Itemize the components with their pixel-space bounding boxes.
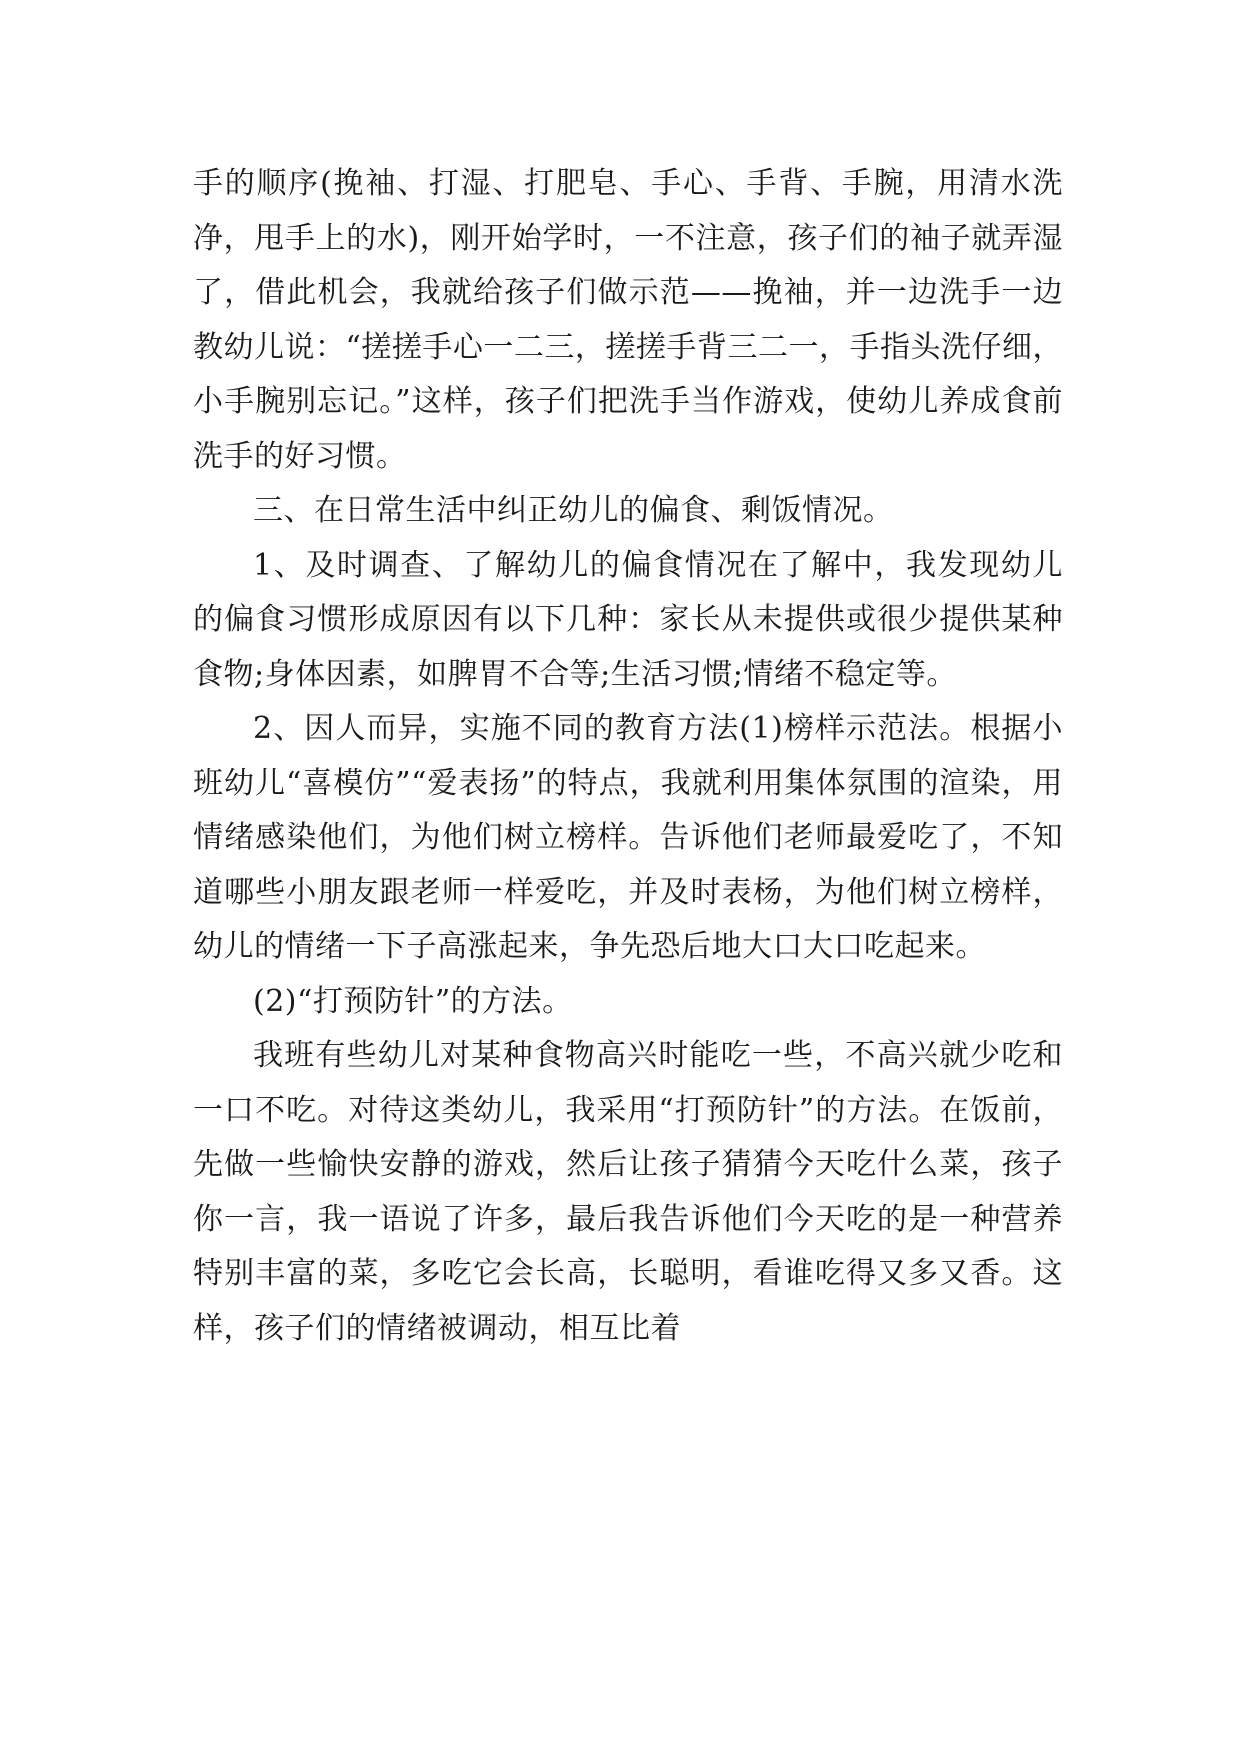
paragraph-prevention-method: 我班有些幼儿对某种食物高兴时能吃一些，不高兴就少吃和一口不吃。对待这类幼儿，我采用“打预防针”的方法。在饭前，先做一些愉快安静的游戏，然后让孩子猜猜今天吃什么菜，孩子你一言，我一语说了许多，最后我告诉他们今天吃的是一种营养特别丰富的菜，多吃它会长高，长聪明，看谁吃得又多又香。这样，孩子们的情绪被调动，相互比着 <box>193 1038 1063 1346</box>
paragraph-hand-washing-steps: 手的顺序(挽袖、打湿、打肥皂、手心、手背、手腕，用清水洗净，甩手上的水)，刚开始学时，一不注意，孩子们的袖子就弄湿了，借此机会，我就给孩子们做示范——挽袖，并一边洗手一边教幼儿说：“搓搓手心一二三，搓搓手背三二一，手指头洗仔细，小手腕别忘记。”这样，孩子们把洗手当作游戏，使幼儿养成食前洗手的好习惯。 <box>193 166 1063 474</box>
body-text <box>193 157 1063 1356</box>
paragraph-investigate-causes: 1、及时调查、了解幼儿的偏食情况在了解中，我发现幼儿的偏食习惯形成原因有以下几种：家长从未提供或很少提供某种食物;身体因素，如脾胃不合等;生活习惯;情绪不稳定等。 <box>193 547 1063 692</box>
paragraph-role-model-method: 2、因人而异，实施不同的教育方法(1)榜样示范法。根据小班幼儿“喜模仿”“爱表扬”的特点，我就利用集体氛围的渲染，用情绪感染他们，为他们树立榜样。告诉他们老师最爱吃了，不知道哪些小朋友跟老师一样爱吃，并及时表杨，为他们树立榜样，幼儿的情绪一下子高涨起来，争先恐后地大口大口吃起来。 <box>193 711 1063 964</box>
subheading-prevention-method: (2)“打预防针”的方法。 <box>253 983 573 1019</box>
section-heading-picky-eating: 三、在日常生活中纠正幼儿的偏食、剩饭情况。 <box>253 493 894 528</box>
